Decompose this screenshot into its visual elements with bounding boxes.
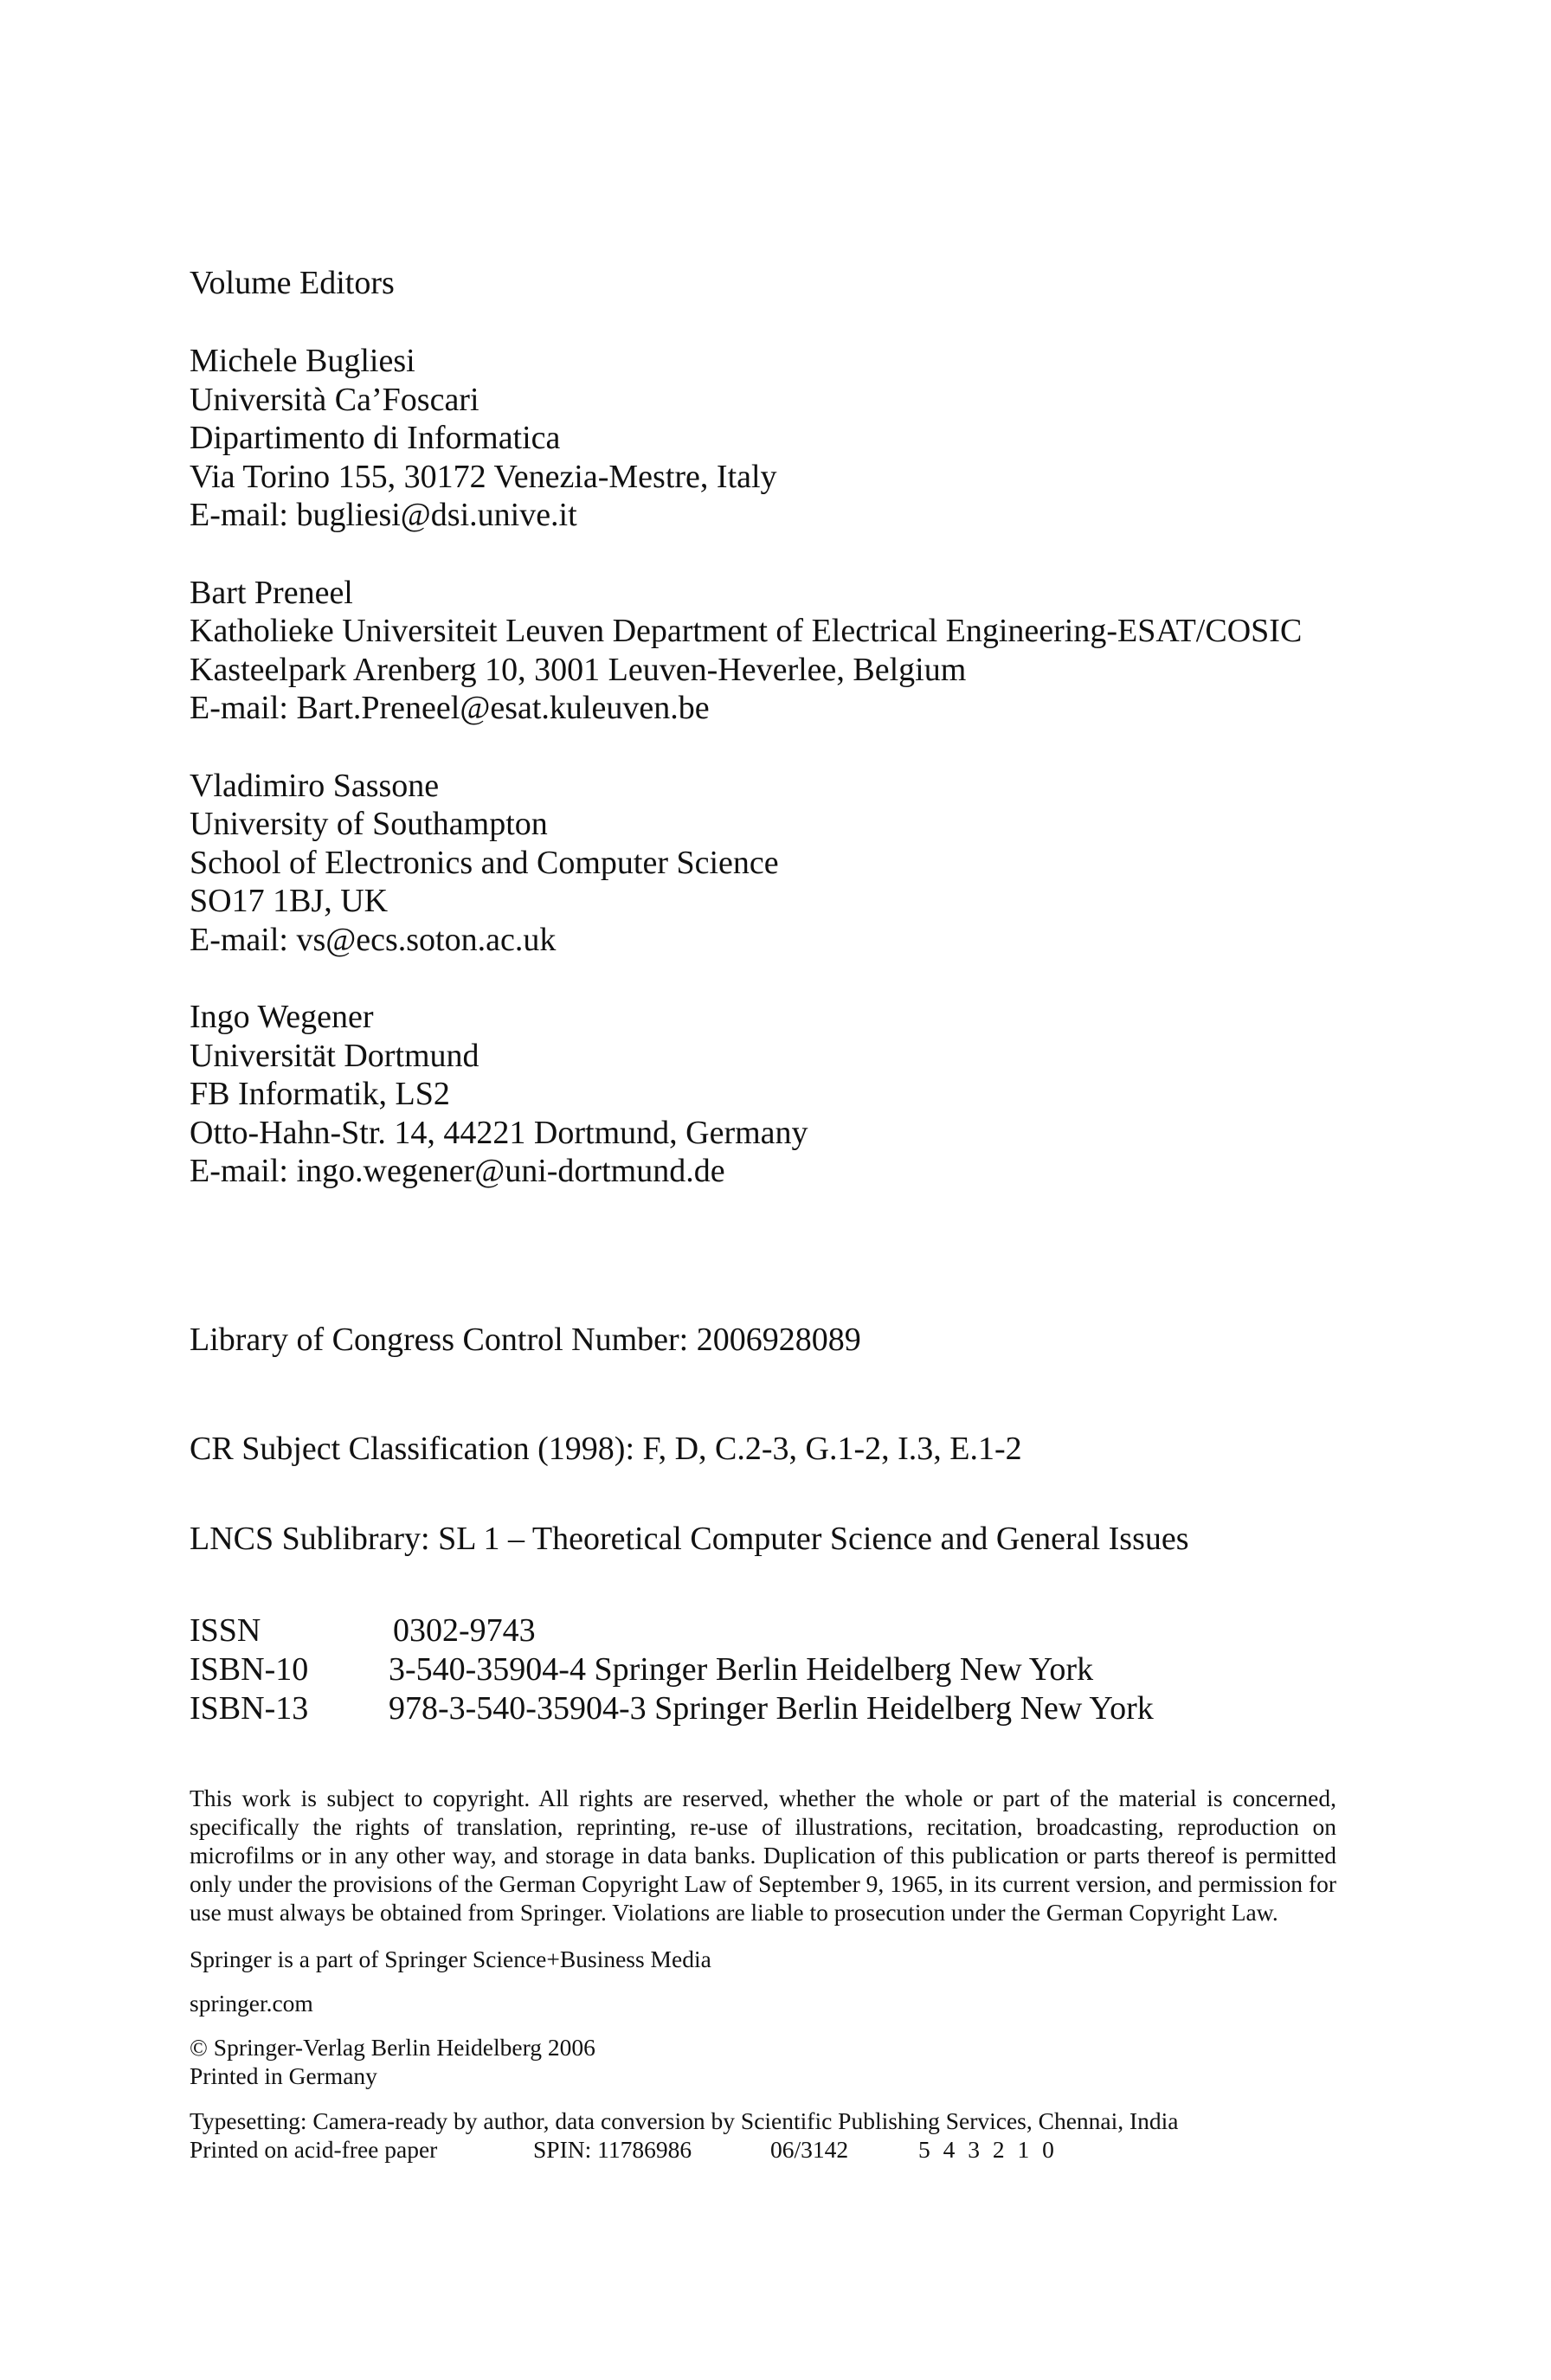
printed-in: Printed in Germany [190,2062,377,2089]
identifier-value: 978-3-540-35904-3 Springer Berlin Heidelberg New York [389,1689,1154,1727]
editor-email: E-mail: Bart.Preneel@esat.kuleuven.be [190,690,710,726]
editor-address: SO17 1BJ, UK [190,883,389,919]
editor-affiliation: Università Ca’Foscari [190,381,479,418]
editor-department: Dipartimento di Informatica [190,420,561,456]
acid-free-paper: Printed on acid-free paper [190,2135,438,2163]
editor-name: Vladimiro Sassone [190,767,440,804]
identifier-value: 0302-9743 [393,1611,536,1649]
identifier-list [190,1611,1367,1728]
editor-block-sassone [190,767,1367,960]
editor-email: E-mail: ingo.wegener@uni-dortmund.de [190,1153,725,1189]
identifier-row-isbn-10 [190,1650,1367,1689]
identifier-row-issn [190,1611,1367,1650]
editor-block-preneel [190,574,1367,728]
editor-address: Via Torino 155, 30172 Venezia-Mestre, Italy [190,458,777,495]
identifier-row-isbn-13 [190,1689,1367,1728]
lncs-sublibrary: LNCS Sublibrary: SL 1 – Theoretical Computer Science and General Issues [190,1520,1189,1557]
editor-block-bugliesi [190,342,1367,535]
identifier-label: ISBN-10 [190,1650,309,1688]
editor-name: Ingo Wegener [190,999,374,1035]
editor-department: FB Informatik, LS2 [190,1076,450,1112]
editor-department: School of Electronics and Computer Science [190,844,779,881]
printing-info-row [190,2135,1367,2164]
printing-line: 5 4 3 2 1 0 [918,2135,1058,2163]
copyright-page [190,264,1367,2164]
print-code: 06/3142 [770,2135,849,2163]
identifier-label: ISSN [190,1611,261,1649]
editor-name: Michele Bugliesi [190,343,415,379]
library-of-congress-number: Library of Congress Control Number: 2006928089 [190,1321,861,1358]
editor-affiliation: Katholieke Universiteit Leuven Department of Electrical Engineering-ESAT/COSIC [190,613,1303,649]
volume-editors-heading: Volume Editors [190,265,395,301]
identifier-label: ISBN-13 [190,1689,309,1727]
springer-affiliation: Springer is a part of Springer Science+Business Media [190,1945,711,1972]
editor-address: Otto-Hahn-Str. 14, 44221 Dortmund, Germany [190,1114,808,1151]
springer-url: springer.com [190,1989,313,2017]
editor-name: Bart Preneel [190,574,353,611]
editor-affiliation: University of Southampton [190,806,548,842]
cr-subject-classification: CR Subject Classification (1998): F, D, C.2-3, G.1-2, I.3, E.1-2 [190,1430,1022,1467]
identifier-value: 3-540-35904-4 Springer Berlin Heidelberg New York [389,1650,1094,1688]
editor-block-wegener [190,998,1367,1191]
typesetting-note: Typesetting: Camera-ready by author, data conversion by Scientific Publishing Services, Chennai, India [190,2107,1179,2134]
copyright-line: © Springer-Verlag Berlin Heidelberg 2006 [190,2033,595,2061]
editor-email: E-mail: vs@ecs.soton.ac.uk [190,921,557,958]
editor-email: E-mail: bugliesi@dsi.unive.it [190,497,577,533]
spin-number: SPIN: 11786986 [533,2135,692,2163]
editor-affiliation: Universität Dortmund [190,1037,479,1074]
editor-address: Kasteelpark Arenberg 10, 3001 Leuven-Heverlee, Belgium [190,651,967,688]
copyright-notice: This work is subject to copyright. All rights are reserved, whether the whole or part of the material is concerned, specifically the rights of translation, reprinting, re-use of illustrations, recitation, broadcasting, reproduction on microfilms or in any other way, and storage in data banks. Duplication of this publication or parts thereof is permitted only under the provisions of the German Copyright Law of September 9, 1965, in its current version, and permission for use must always be obtained from Springer. Violations are liable to prosecution under the German Copyright Law. [190,1784,1336,1926]
